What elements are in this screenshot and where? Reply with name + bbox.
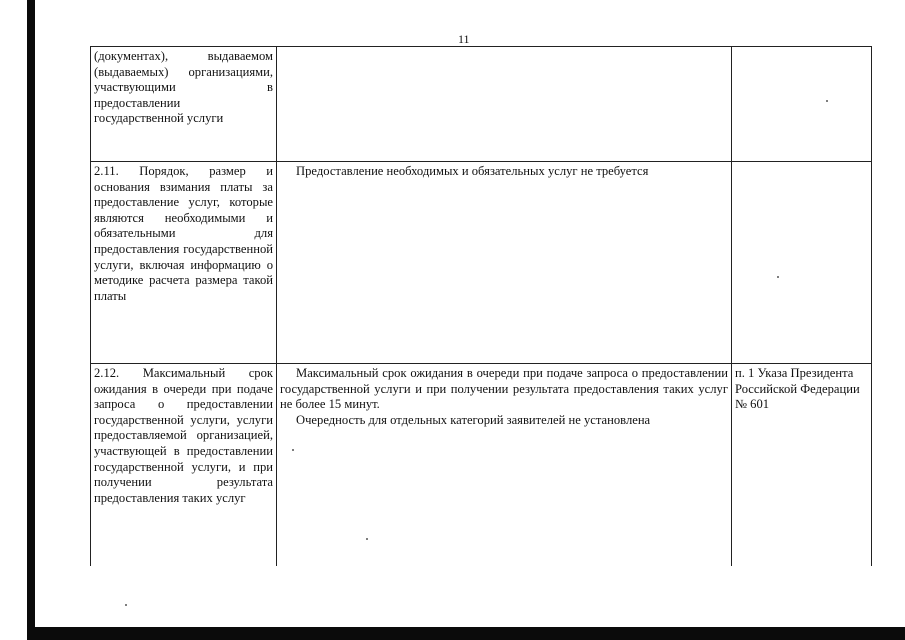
scan-border-left — [27, 0, 35, 640]
table-row — [91, 364, 872, 566]
content-paragraph: Очередность для отдельных категорий заявителей не установлена — [296, 412, 651, 427]
requirement-content-cell — [277, 47, 732, 162]
requirement-content-cell — [277, 162, 732, 364]
requirement-name-cell: 2.12. Максимальный срок ожидания в очереди при подаче запроса о предоставлении государственной услуги, услуги предоставляемой организацией, участвующей в предоставлении государственной услуги, и при получении результата предоставления таких услуг — [91, 364, 277, 566]
table-row — [91, 47, 872, 162]
table-row — [91, 162, 872, 364]
scan-speck — [125, 604, 127, 606]
requirement-name-cell: (документах), выдаваемом (выдаваемых) организациями, участвующими в предоставлении государственной услуги — [91, 47, 277, 162]
scan-speck — [777, 276, 779, 278]
regulation-table — [90, 46, 872, 566]
legal-basis-cell: п. 1 Указа Президента Российской Федерации № 601 — [732, 364, 872, 566]
requirement-name-cell: 2.11. Порядок, размер и основания взимания платы за предоставление услуг, которые являются необходимыми и обязательными для предоставления государственной услуги, включая информацию о методике расчета размера такой платы — [91, 162, 277, 364]
content-paragraph: Предоставление необходимых и обязательных услуг не требуется — [296, 164, 649, 178]
scan-speck — [292, 449, 294, 451]
page-number: 11 — [458, 32, 470, 46]
content-paragraph: Максимальный срок ожидания в очереди при подаче запроса о предоставлении государственной услуги и при получении результата предоставления таких услуг не более 15 минут. — [280, 366, 728, 412]
scan-border-bottom — [27, 627, 905, 640]
legal-basis-cell — [732, 47, 872, 162]
legal-basis-cell — [732, 162, 872, 364]
scan-speck — [826, 100, 828, 102]
scan-speck — [366, 538, 368, 540]
requirement-content-cell — [277, 364, 732, 566]
